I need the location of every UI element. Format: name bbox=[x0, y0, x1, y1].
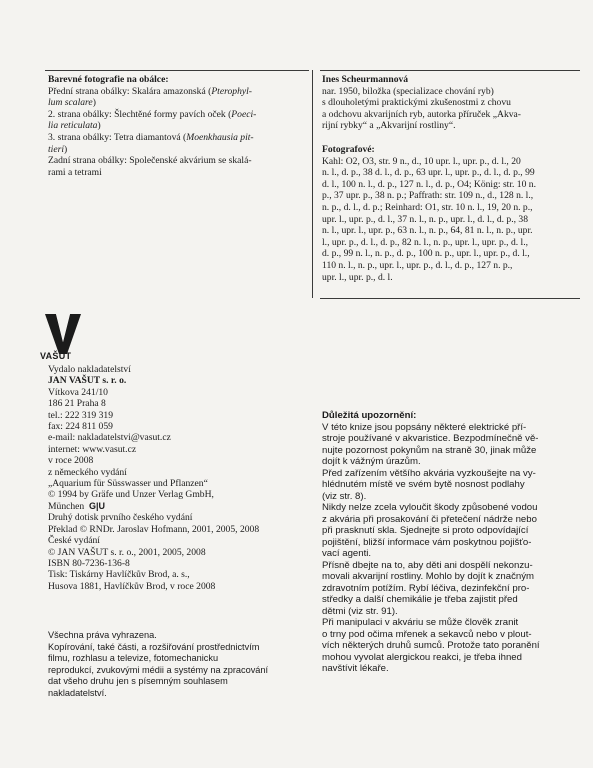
photographers-line-3: d. l., 100 n. l., d. p., 127 n. l., d. p., O4; König: str. 10 n. bbox=[322, 178, 536, 190]
warning-line-5: Před zařízením většího akvária vyzkoušejte na vy- bbox=[322, 467, 536, 479]
photographers-line-11: upr. l., upr. p., d. l. bbox=[322, 271, 393, 283]
cover-line-1-italic: Pterophyl- bbox=[211, 85, 252, 97]
author-line-2: s dlouholetými praktickými zkušenostmi z chovu bbox=[322, 97, 511, 109]
publisher-phone: tel.: 222 319 319 bbox=[48, 409, 114, 421]
publisher-city: München bbox=[48, 500, 85, 512]
author-line-4: rijní rybky“ a „Akvarijní rostliny“. bbox=[322, 120, 456, 132]
rights-line-2: Kopírování, také části, a rozšiřování prostřednictvím bbox=[48, 641, 260, 652]
warning-line-12: vací agenti. bbox=[322, 548, 372, 559]
warning-line-4: dojít k vážným úrazům. bbox=[322, 456, 421, 467]
warning-line-10: při prasknutí skla. Sjednejte si proto odpovídající bbox=[322, 525, 529, 536]
vasut-logo-text: VAŠUT bbox=[40, 351, 72, 361]
warning-line-14: movali akvarijní rostliny. Mohlo by dojít k značným bbox=[322, 571, 535, 582]
publisher-line-10: z německého vydání bbox=[48, 466, 127, 478]
top-rule-left bbox=[45, 70, 309, 71]
publisher-line-12: © 1994 by Gräfe und Unzer Verlag GmbH, bbox=[48, 489, 214, 501]
publisher-line-3: Vítkova 241/10 bbox=[48, 386, 108, 398]
rights-line-5: dat všeho druhu jen s písemným souhlasem bbox=[48, 676, 228, 687]
cover-line-8: rami a tetrami bbox=[48, 166, 102, 178]
author-line-1: nar. 1950, biložka (specializace chování ryb) bbox=[322, 85, 494, 97]
photographers-line-6: upr. l., upr. p., d. l., 37 n. l., n. p., upr. l., d. l., d. p., 38 bbox=[322, 213, 529, 225]
cover-line-2 bbox=[48, 97, 306, 109]
rights-line-6: nakladatelství. bbox=[48, 687, 107, 698]
cover-line-1 bbox=[48, 86, 306, 98]
cover-line-2-italic: lum scalare bbox=[48, 97, 93, 109]
author-name: Ines Scheurmannová bbox=[322, 74, 409, 85]
publisher-line-13 bbox=[48, 501, 310, 512]
warning-line-20: vích některých druhů sumců. Protože tato poranění bbox=[322, 640, 540, 651]
warning-line-17: dětmi (viz str. 91). bbox=[322, 605, 398, 617]
warning-line-11: pojištění, bližší informace vám poskytnou pojišťo- bbox=[322, 536, 532, 548]
warning-line-2: stroje používané v akvaristice. Bezpodmínečně vě- bbox=[322, 433, 539, 444]
publisher-line-4: 186 21 Praha 8 bbox=[48, 398, 106, 410]
mid-rule-right bbox=[320, 298, 580, 299]
warning-line-19: o trny pod očima mřenek a sekavců nebo v plout- bbox=[322, 628, 532, 640]
photographers-line-10: 110 n. l., n. p., upr. l., upr. p., d. l., d. p., 127 n. p., bbox=[322, 259, 513, 271]
publisher-line-14: Druhý dotisk prvního českého vydání bbox=[48, 512, 193, 524]
cover-line-6 bbox=[48, 144, 306, 156]
photographers-line-2: n. l., d. p., 38 d. l., d. p., 63 upr. l., upr. p., d. l., d. p., 99 bbox=[322, 167, 535, 179]
photographers-block bbox=[322, 144, 578, 283]
warning-line-6: hlédnutém místě ve svém bytě nosnost podlahy bbox=[322, 479, 525, 490]
warning-heading: Důležitá upozornění: bbox=[322, 410, 417, 421]
publisher-web: internet: www.vasut.cz bbox=[48, 443, 137, 455]
rights-line-4: reprodukcí, zvukovými médii a systémy na zpracování bbox=[48, 664, 269, 675]
publisher-line-17: © JAN VAŠUT s. r. o., 2001, 2005, 2008 bbox=[48, 546, 206, 558]
warning-line-1: V této knize jsou popsány některé elektrické pří- bbox=[322, 421, 527, 433]
cover-line-7: Zadní strana obálky: Společenské akvárium se skalá- bbox=[48, 155, 252, 167]
warning-line-18: Při manipulaci v akváriu se může člověk zranit bbox=[322, 617, 519, 628]
warning-line-9: z akvária při prosakování či přetečení nádrže nebo bbox=[322, 513, 537, 525]
publisher-isbn: ISBN 80-7236-136-8 bbox=[48, 557, 130, 569]
publisher-email: e-mail: nakladatelstvi@vasut.cz bbox=[48, 432, 171, 444]
top-rule-right bbox=[320, 70, 580, 71]
publisher-line-1: Vydalo nakladatelství bbox=[48, 364, 131, 375]
warning-line-16: středky a další chemikálie je třeba zajistit před bbox=[322, 594, 518, 605]
cover-line-5-italic: Moenkhausia pit- bbox=[186, 131, 254, 143]
cover-line-3-text: 2. strana obálky: Šlechtěné formy pavích oček ( bbox=[48, 108, 232, 120]
publisher-name: JAN VAŠUT s. r. o. bbox=[48, 375, 127, 387]
cover-line-1-text: Přední strana obálky: Skalára amazonská ( bbox=[48, 85, 212, 97]
publisher-line-16: České vydání bbox=[48, 535, 100, 547]
photographers-line-4: p., 37 upr. p., 38 n. p.; Paffrath: str. 109 n., d., 128 n. l., bbox=[322, 190, 534, 202]
photographers-line-7: n. l., upr. l., upr. p., 63 n. l., n. p., 64, 81 n. l., n. p., upr. bbox=[322, 225, 533, 237]
cover-line-4-italic: lia reticulata bbox=[48, 120, 98, 132]
author-block bbox=[322, 74, 578, 132]
warning-line-15: zdravotním potížím. Rybí léčiva, dezinfekční pro- bbox=[322, 582, 530, 594]
cover-line-4 bbox=[48, 120, 306, 132]
center-divider bbox=[312, 70, 313, 298]
gu-logo-icon: G|U bbox=[89, 500, 106, 511]
warning-line-22: navštívit lékaře. bbox=[322, 663, 389, 674]
photographers-line-9: d. p., 99 n. l., n. p., d. p., 100 n. p., upr. l., upr. p., d. l., bbox=[322, 248, 530, 260]
cover-line-6-tail: ) bbox=[64, 143, 68, 155]
publisher-line-15: Překlad © RNDr. Jaroslav Hofmann, 2001, 2005, 2008 bbox=[48, 523, 260, 535]
publisher-line-20: Husova 1881, Havlíčkův Brod, v roce 2008 bbox=[48, 580, 216, 592]
publisher-fax: fax: 224 811 059 bbox=[48, 421, 113, 433]
warning-line-3: nujte pozornost pokynům na straně 30, jinak může bbox=[322, 444, 537, 456]
cover-line-6-italic: tieri bbox=[48, 143, 64, 155]
publisher-line-11: „Aquarium für Süsswasser und Pflanzen“ bbox=[48, 478, 208, 490]
cover-photos-heading: Barevné fotografie na obálce: bbox=[48, 74, 169, 85]
publisher-block bbox=[48, 364, 310, 592]
publisher-line-19: Tisk: Tiskárny Havlíčkův Brod, a. s., bbox=[48, 569, 190, 581]
vasut-logo-icon bbox=[43, 312, 83, 356]
warning-block bbox=[322, 410, 578, 675]
author-line-3: a odchovu akvarijních ryb, autorka příruček „Akva- bbox=[322, 108, 521, 120]
photographers-line-5: n. p., d. l., d. p.; Reinhard: O1, str. 10 n. l., 19, 20 n. p., bbox=[322, 201, 533, 213]
cover-line-2-tail: ) bbox=[92, 97, 96, 109]
publisher-line-9: v roce 2008 bbox=[48, 455, 94, 467]
warning-line-8: Nikdy nelze zcela vyloučit škody způsobené vodou bbox=[322, 502, 538, 513]
rights-line-3: filmu, rozhlasu a televize, fotomechanicku bbox=[48, 653, 219, 664]
photographers-line-1: Kahl: O2, O3, str. 9 n., d., 10 upr. l., upr. p., d. l., 20 bbox=[322, 155, 521, 167]
warning-line-13: Přísně dbejte na to, aby děti ani dospělí nekonzu- bbox=[322, 559, 533, 571]
rights-block bbox=[48, 630, 310, 700]
cover-line-5-text: 3. strana obálky: Tetra diamantová ( bbox=[48, 131, 187, 143]
warning-line-21: mohou vyvolat alergickou reakci, je třeba ihned bbox=[322, 651, 522, 663]
cover-line-4-tail: ) bbox=[97, 120, 101, 132]
cover-photos-block bbox=[48, 74, 306, 178]
cover-line-3-italic: Poeci- bbox=[231, 108, 257, 120]
rights-line-1: Všechna práva vyhrazena. bbox=[48, 630, 157, 640]
warning-line-7: (viz str. 8). bbox=[322, 490, 367, 502]
cover-line-5 bbox=[48, 132, 306, 144]
photographers-heading: Fotografové: bbox=[322, 144, 375, 155]
cover-line-3 bbox=[48, 109, 306, 121]
photographers-line-8: l., upr. p., d. l., d. p., 82 n. l., n. p., upr. l., upr. p., d. l., bbox=[322, 236, 529, 248]
